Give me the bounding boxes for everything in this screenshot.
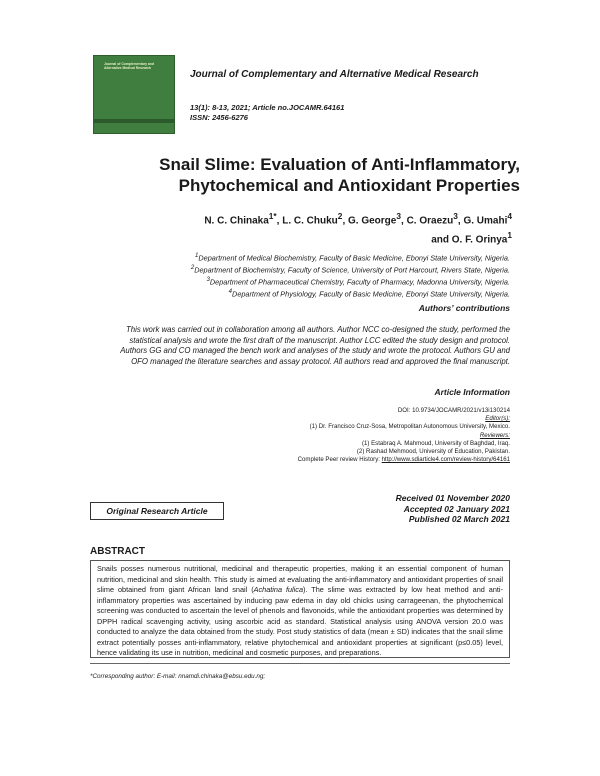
author-sup: 4 [507, 211, 512, 221]
article-info-heading: Article Information [434, 387, 510, 397]
author-sup: 1 [507, 230, 512, 241]
author-name: O. F. Orinya [451, 234, 508, 246]
abstract-box: Snails posses numerous nutritional, medicinal and therapeutic properties, making it an essential component of human nutrition, medicinal and skin health. This study is aimed at evaluating the anti-inflammatory and antioxidant properties of snail slime obtained from giant African land snail (Achatina fulica). The slime was extracted by low heat method and anti-inflammatory properties was ascertained by inducing paw edema in day old chicks using carrageenan, the phytochemical screening was conducted to ascertain the level of phenols and flavonoids, while the antioxidant properties was determined by DPPH radical scavenging activity, using ascorbic acid as standard. Statistical analysis using ANOVA version 20.0 was conducted to analyze the data obtained from the study. Post study statistics of data (mean ± SD) indicates that the snail slime extract potentially posses anti-inflammatory, relative phytochemical and antioxidant properties at significant (p≤0.05) level, hence validating its use in nutrition, medicinal and cosmetic purposes, and preparations. [90, 560, 510, 658]
article-type-badge: Original Research Article [90, 502, 224, 520]
affiliations [90, 251, 510, 299]
author-list: N. C. Chinaka$^{1*}$, L. C. Chuku$^2$, G. George$^3$, C. Oraezu$^3$, G. Umahi$^4$ and O. F. Orinya$^1$ [204, 211, 512, 246]
affiliation-item: $^4$Department of Physiology, Faculty of Basic Medicine, Ebonyi State University, Nigeria. [228, 287, 510, 299]
journal-meta [190, 103, 344, 123]
contributions-heading: Authors’ contributions [418, 303, 510, 313]
editor-item: (1) Dr. Francisco Cruz-Sosa, Metropolitan Autonomous University, Mexico. [309, 423, 510, 431]
author-sup: 3 [396, 211, 401, 221]
cover-title: Journal of Complementary and Alternative Medical Research [104, 62, 154, 71]
journal-issue: 13(1): 8-13, 2021; Article no.JOCAMR.64161 [190, 103, 345, 112]
reviewer-item: (1) Estabraq A. Mahmoud, University of Baghdad, Iraq. [361, 439, 510, 447]
author-name: G. George [348, 215, 397, 227]
doi: DOI: 10.9734/JOCAMR/2021/v13i130214 [397, 407, 510, 414]
reviewer-item: (2) Rashad Mehmood, University of Education, Pakistan. [356, 448, 510, 456]
author-sup: 2 [337, 211, 343, 221]
author-name: G. Umahi [463, 215, 508, 227]
paper-title-line-2: Phytochemical and Antioxidant Properties [178, 176, 520, 195]
author-name: L. C. Chuku [282, 215, 338, 227]
editors-label: Editor(s): [485, 415, 510, 423]
journal-issn: ISSN: 2456-6276 [190, 113, 248, 122]
reviewers-label: Reviewers: [479, 431, 510, 439]
date-published: Published 02 March 2021 [408, 514, 510, 524]
corr-email[interactable]: nnamdi.chinaka@ebsu.edu.ng; [178, 673, 266, 680]
article-info [200, 407, 510, 464]
date-received: Received 01 November 2020 [395, 493, 510, 503]
article-dates [300, 493, 510, 525]
corr-label: *Corresponding author: E-mail: [90, 673, 177, 680]
journal-name: Journal of Complementary and Alternative Medical Research [190, 69, 479, 80]
journal-cover-image [93, 55, 175, 134]
abstract-heading: ABSTRACT [90, 546, 145, 557]
affiliation-item: $^1$Department of Medical Biochemistry, Faculty of Basic Medicine, Ebonyi State University, Nigeria. [195, 252, 510, 263]
corresponding-author-note [90, 673, 265, 680]
author-sup: 3 [453, 211, 458, 221]
contributions-text: This work was carried out in collaboration among all authors. Author NCC co-designed the study, performed the statistical analysis and wrote the first draft of the manuscript. Author LCC edited the study design and protocol. Authors GG and CO managed the bench work and analyses of the study and wrote the protocol. Authors GU and OFO managed the literature searches and assay protocol. All authors read and approved the final manuscript. [120, 325, 510, 366]
date-accepted: Accepted 02 January 2021 [403, 503, 510, 514]
author-name: C. Oraezu [406, 215, 454, 227]
history-link[interactable]: http://www.sdiarticle4.com/review-history/64161 [381, 456, 510, 464]
author-name: N. C. Chinaka [204, 215, 269, 227]
cover-band [94, 119, 174, 123]
peer-review-history [200, 456, 510, 464]
footnote-divider [90, 663, 510, 664]
paper-title-line-1: Snail Slime: Evaluation of Anti-Inflammatory, [159, 155, 520, 174]
author-sup: 1* [268, 211, 277, 221]
history-label: Complete Peer review History: [297, 456, 380, 464]
species-name: Achatina fulica [253, 585, 304, 594]
affiliation-item: $^3$Department of Pharmaceutical Chemistry, Faculty of Pharmacy, Madonna University, Nigeria. [206, 275, 510, 287]
affiliation-item: $^2$Department of Biochemistry, Faculty of Science, University of Port Harcourt, Rivers State, Nigeria. [190, 263, 510, 275]
paper-title [80, 154, 520, 196]
